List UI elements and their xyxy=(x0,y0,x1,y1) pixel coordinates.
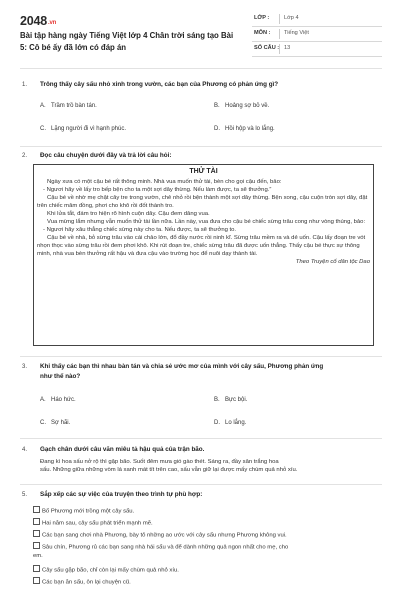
option-text: Sợ hãi. xyxy=(51,420,71,426)
sequence-item-text: Sâu chín, Phương rủ các bạn sang nhà hái sấu và để dành những quả ngon nhất cho mẹ, cho xyxy=(42,544,289,551)
meta-divider xyxy=(279,29,280,39)
question-number: 5. xyxy=(22,492,28,498)
passage-line: Đang kì hoa sấu nở rộ thì gặp bão. Suốt đêm mưa gió gào thét. Sáng ra, đầy sân trắng hoa xyxy=(40,459,279,465)
meta-value: Tiếng Việt xyxy=(284,30,309,36)
sequence-item-text: Các bạn ăn sấu, ôn lại chuyện cũ. xyxy=(42,579,131,586)
option-text: Lo lắng. xyxy=(225,420,247,426)
question-4-text: Gạch chân dưới câu văn miêu tả hậu quả của trận bão. xyxy=(40,446,205,453)
checkbox[interactable] xyxy=(33,506,40,513)
option-letter: B. xyxy=(214,103,220,109)
checkbox[interactable] xyxy=(33,530,40,537)
divider xyxy=(20,438,382,439)
q1-option-c[interactable] xyxy=(40,126,126,132)
meta-divider xyxy=(279,44,280,54)
option-text: Hoảng sợ bỏ về. xyxy=(225,103,270,109)
question-number: 2. xyxy=(22,153,28,159)
logo-suffix: .vn xyxy=(48,20,57,26)
story-paragraph: - Ngươi hãy về lấy tro bếp bện cho ta một sợi dây thừng. Nếu làm được, ta sẽ thưởng.” xyxy=(43,187,272,194)
question-3-text xyxy=(40,362,385,381)
checkbox[interactable] xyxy=(33,565,40,572)
page-title: Bài tập hàng ngày Tiếng Việt lớp 4 Chân trời sáng tạo Bài 5: Cô bé ấy đã lớn có đáp án xyxy=(20,31,234,52)
story-source: Theo Truyện cổ dân tộc Dao xyxy=(295,259,370,266)
meta-table xyxy=(252,12,382,57)
divider xyxy=(20,146,382,147)
question-1-text: Trông thấy cây sấu nhỏ xinh trong vườn, các bạn của Phương có phản ứng gì? xyxy=(40,81,279,88)
story-title: THỬ TÀI xyxy=(189,168,218,175)
logo-text: 2048 xyxy=(20,14,48,28)
passage-line: sấu. Những giữa những vòm lá xanh mát tít trên cao, sấu vẫn giữ lại được mấy chùm quả nhỏ xíu. xyxy=(40,467,298,474)
checkbox[interactable] xyxy=(33,518,40,525)
q3-option-c[interactable] xyxy=(40,420,70,426)
option-letter: C. xyxy=(40,126,46,132)
sequence-item[interactable] xyxy=(33,506,375,516)
question-3-line: như thế nào? xyxy=(40,372,81,380)
option-letter: D. xyxy=(214,420,220,426)
sequence-item-text: Bố Phương mới trồng một cây sấu. xyxy=(42,508,135,515)
meta-divider xyxy=(279,14,280,24)
meta-value: 13 xyxy=(284,45,291,51)
question-number: 4. xyxy=(22,447,28,453)
question-4-passage xyxy=(40,458,385,474)
meta-key: LỚP : xyxy=(254,15,270,21)
q1-option-a[interactable] xyxy=(40,103,97,109)
story-box xyxy=(33,164,374,346)
q3-option-a[interactable] xyxy=(40,397,76,403)
option-text: Trầm trồ bàn tán. xyxy=(51,103,97,109)
meta-row-count xyxy=(252,42,382,57)
story-paragraph: Vua mừng lắm nhưng vẫn muốn thử tài lần nữa. Lần này, vua đưa cho cậu bé chiếc sừng trâu cong như vòng thúng, bảo: xyxy=(47,219,366,226)
story-paragraph: Ngày xưa có một cậu bé rất thông minh. Nhà vua muốn thử tài, bèn cho gọi cậu đến, bảo: xyxy=(47,179,282,185)
divider xyxy=(20,356,382,357)
meta-row-subject xyxy=(252,27,382,42)
divider xyxy=(20,484,382,485)
checkbox[interactable] xyxy=(33,577,40,584)
sequence-item[interactable] xyxy=(33,518,375,528)
option-letter: C. xyxy=(40,420,46,426)
sequence-item[interactable] xyxy=(33,565,375,575)
option-text: Lặng người đi vì hạnh phúc. xyxy=(51,126,127,132)
question-5-text: Sắp xếp các sự việc của truyện theo trình tự phù hợp: xyxy=(40,491,203,498)
meta-key: MÔN : xyxy=(254,30,271,36)
story-paragraph: - Ngươi hãy xâu thẳng chiếc sừng này cho ta. Nếu được, ta sẽ thưởng to. xyxy=(43,227,237,234)
option-letter: A. xyxy=(40,103,46,109)
q3-option-b[interactable] xyxy=(214,397,247,403)
question-3-line: Khi thấy các bạn thì nhau bàn tán và chia sẻ ước mơ của mình với cây sấu, Phương phản ứng xyxy=(40,363,324,370)
story-paragraph: Cậu bé về nhờ mẹ chặt cây tre trong vườn, chẻ nhỏ rồi bện thành một sợi dây thừng. Bện xong, cậu cuộn tròn sợi dây, đặt trên chiếc mâm đồng, phơi cho khô rồi đốt thành tro. xyxy=(37,195,368,210)
sequence-item[interactable] xyxy=(33,542,375,552)
story-paragraph: Khi lửa tắt, đám tro hiện rõ hình cuộn dây. Cậu đem dâng vua. xyxy=(47,211,210,218)
meta-row-grade xyxy=(252,12,382,27)
story-paragraph: Cậu bé về nhà, bỏ sừng trâu vào cái chảo lớn, đổ đầy nước rồi ninh kĩ. Sừng trâu mềm ra và dẻ uốn. Cậu lấy đoạn tre vót nhọn thọc vào sừng trâu rồi đem phơi khô. Khi rút đoạn tre, chiếc sừng trâu đã được uốn thẳng. Thấy cậu bé thực sự thông minh, nhà vua bèn thưởng rất hậu và đưa cậu vào trường học để nuôi dạy thành tài. xyxy=(37,235,366,258)
option-text: Háo hức. xyxy=(51,397,76,403)
sequence-item-continuation: em. xyxy=(33,553,43,559)
question-number: 3. xyxy=(22,364,28,370)
sequence-item-text: Hai năm sau, cây sấu phát triển mạnh mẽ. xyxy=(42,520,153,527)
sequence-item[interactable] xyxy=(33,577,375,587)
q1-option-d[interactable] xyxy=(214,126,275,132)
meta-key: SỐ CÂU : xyxy=(254,45,280,51)
divider xyxy=(20,68,382,69)
question-number: 1. xyxy=(22,82,28,88)
sequence-item-text: Các bạn sang chơi nhà Phương, bày tỏ những ao ước với cây sấu nhưng Phương không vui. xyxy=(42,532,287,539)
story-text xyxy=(37,178,370,267)
q3-option-d[interactable] xyxy=(214,420,246,426)
option-letter: A. xyxy=(40,397,46,403)
checkbox[interactable] xyxy=(33,542,40,549)
sequence-item[interactable] xyxy=(33,530,375,540)
question-2-text: Đọc câu chuyện dưới đây và trả lời câu hỏi: xyxy=(40,152,172,159)
option-text: Bực bội. xyxy=(225,397,248,403)
site-logo[interactable] xyxy=(20,14,56,28)
meta-value: Lớp 4 xyxy=(284,15,299,21)
sequence-item-text: Cây sấu gặp bão, chỉ còn lại mấy chùm quả nhỏ xíu. xyxy=(42,567,179,574)
option-text: Hồi hộp và lo lắng. xyxy=(225,126,275,132)
option-letter: D. xyxy=(214,126,220,132)
option-letter: B. xyxy=(214,397,220,403)
q1-option-b[interactable] xyxy=(214,103,269,109)
